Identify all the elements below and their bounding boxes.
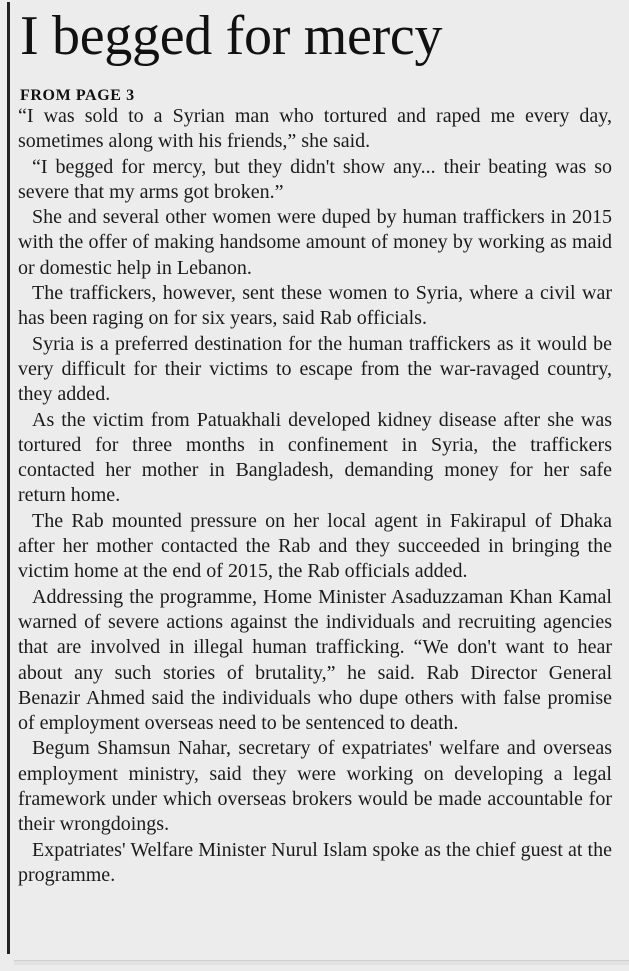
column-rule <box>7 2 10 954</box>
paragraph: Begum Shamsun Nahar, secretary of expatriates' welfare and overseas employment ministry, said they were working on developing a legal framework under which overseas brokers would be made accountable for their wrongdoings. <box>18 737 612 836</box>
paragraph: “I was sold to a Syrian man who tortured and raped me every day, sometimes along with his friends,” she said. <box>18 105 612 153</box>
paragraph: She and several other women were duped by human traffickers in 2015 with the offer of making handsome amount of money by working as maid or domestic help in Lebanon. <box>18 206 612 279</box>
paragraph: The Rab mounted pressure on her local agent in Fakirapul of Dhaka after her mother contacted the Rab and they succeeded in bringing the victim home at the end of 2015, the Rab officials added. <box>18 509 612 583</box>
paragraph: The traffickers, however, sent these women to Syria, where a civil war has been raging on for six years, said Rab officials. <box>18 282 612 330</box>
paragraph: Syria is a preferred destination for the human traffickers as it would be very difficult for their victims to escape from the war-ravaged country, they added. <box>18 332 612 406</box>
paragraph: Addressing the programme, Home Minister Asaduzzaman Khan Kamal warned of severe actions against the individuals and recruiting agencies that are involved in illegal human trafficking. “We don't want to hear about any such stories of brutality,” he said. Rab Director General Benazir Ahmed said the individuals who dupe others with false promise of employment overseas need to be sentenced to death. <box>18 585 612 735</box>
paragraph: As the victim from Patuakhali developed kidney disease after she was tortured for three months in confinement in Syria, the traffickers contacted her mother in Bangladesh, demanding money for her safe return home. <box>18 408 612 507</box>
headline: I begged for mercy <box>20 5 443 67</box>
paragraph: “I begged for mercy, but they didn't show any... their beating was so severe that my arms got broken.” <box>18 155 612 203</box>
article-body <box>18 104 612 888</box>
jump-line: FROM PAGE 3 <box>20 87 135 104</box>
paragraph: Expatriates' Welfare Minister Nurul Islam spoke as the chief guest at the programme. <box>18 838 612 886</box>
bottom-rule <box>14 960 629 965</box>
